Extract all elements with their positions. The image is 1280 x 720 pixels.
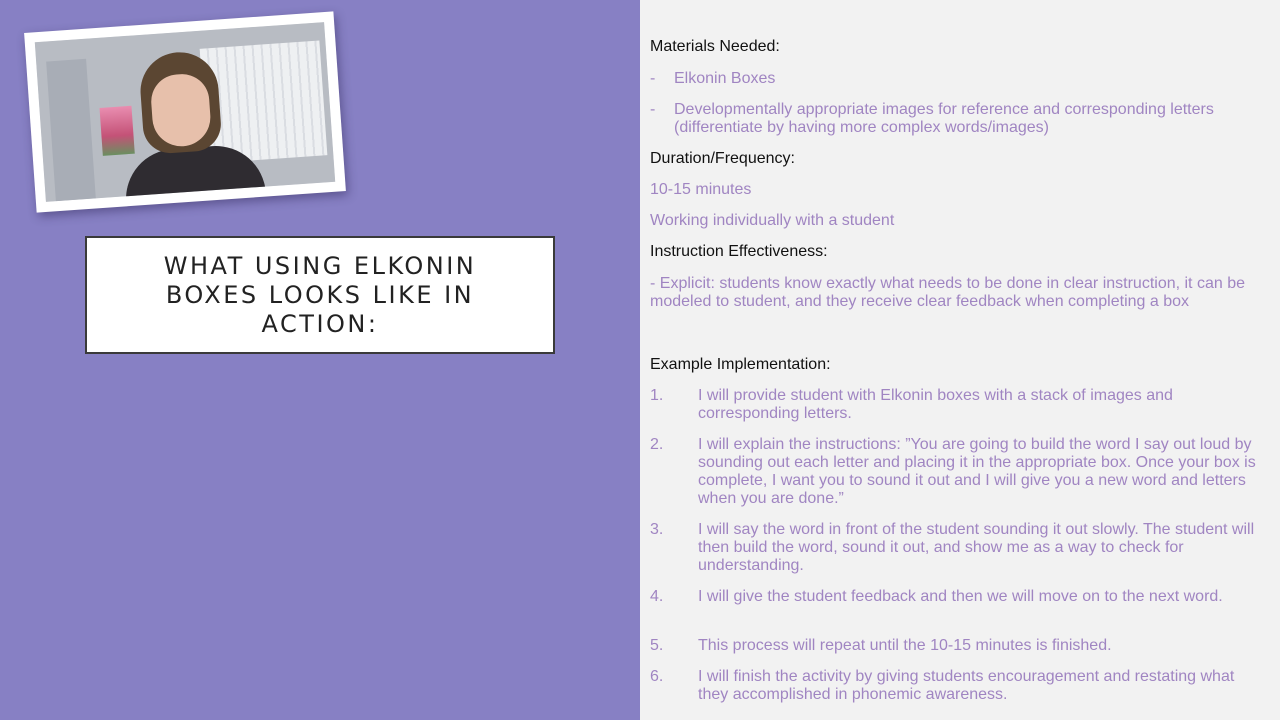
materials-item-text: Elkonin Boxes [674, 70, 776, 87]
step-text: I will explain the instructions: ”You are going to build the word I say out loud by sounding out each letter and placing it in the appropriate box. Once your box is complete, I want you to sound it out and I will give you a new word and letters when you are done.” [698, 436, 1256, 507]
step-number: 2. [650, 436, 664, 453]
implementation-step [650, 588, 1260, 606]
webcam-photo-frame [24, 11, 346, 212]
step-number: 5. [650, 637, 664, 654]
implementation-step [650, 668, 1260, 704]
slide-title: WHAT USING ELKONIN BOXES LOOKS LIKE IN ACTION: [163, 251, 477, 338]
implementation-heading: Example Implementation: [650, 356, 831, 373]
duration-heading: Duration/Frequency: [650, 150, 795, 167]
step-number: 6. [650, 668, 664, 685]
effectiveness-heading: Instruction Effectiveness: [650, 243, 828, 260]
duration-line: Working individually with a student [650, 212, 895, 229]
slide-title-box [85, 236, 555, 354]
materials-item-text: Developmentally appropriate images for reference and corresponding letters (differentiate by having more complex words/images) [674, 101, 1214, 136]
step-number: 4. [650, 588, 664, 605]
step-number: 1. [650, 387, 664, 404]
right-panel [640, 0, 1280, 720]
effectiveness-text: - Explicit: students know exactly what needs to be done in clear instruction, it can be modeled to student, and they receive clear feedback when completing a box [650, 275, 1245, 310]
step-text: This process will repeat until the 10-15 minutes is finished. [698, 637, 1112, 654]
presenter-image [124, 48, 255, 202]
bullet-dash: - [650, 101, 656, 118]
bullet-dash: - [650, 70, 656, 87]
materials-item [650, 101, 1260, 137]
webcam-video-image [35, 22, 335, 202]
step-text: I will say the word in front of the student sounding it out slowly. The student will then build the word, sound it out, and show me as a way to check for understanding. [698, 521, 1255, 574]
materials-item [650, 70, 1260, 88]
implementation-step [650, 387, 1260, 423]
duration-line: 10-15 minutes [650, 181, 752, 198]
materials-heading: Materials Needed: [650, 38, 780, 55]
step-text: I will provide student with Elkonin boxes with a stack of images and corresponding letters. [698, 387, 1173, 422]
implementation-step [650, 637, 1260, 655]
step-number: 3. [650, 521, 664, 538]
implementation-step [650, 521, 1260, 575]
step-text: I will finish the activity by giving students encouragement and restating what they accomplished in phonemic awareness. [698, 668, 1235, 703]
step-text: I will give the student feedback and then we will move on to the next word. [698, 588, 1223, 605]
implementation-step [650, 436, 1260, 508]
